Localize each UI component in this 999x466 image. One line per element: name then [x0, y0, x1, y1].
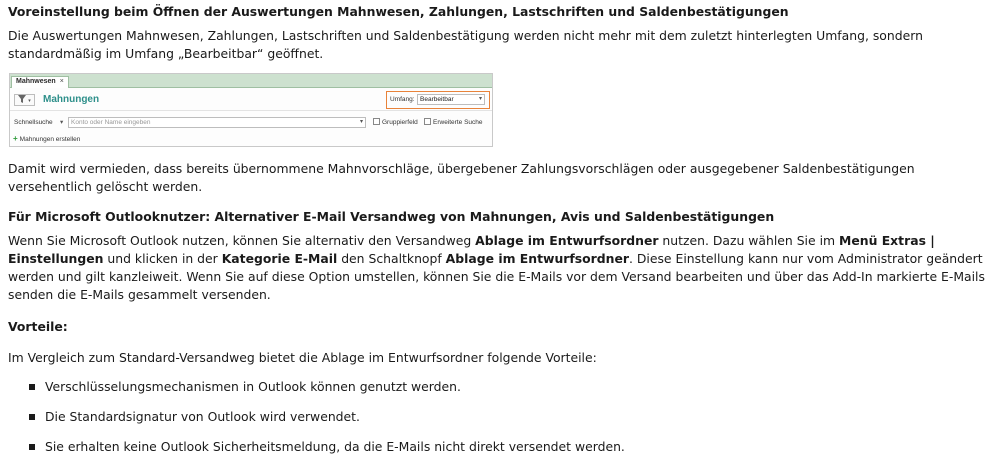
screenshot-tab-label: Mahnwesen: [16, 78, 56, 85]
search-label: Schnellsuche: [14, 119, 53, 126]
vorteile-intro: Im Vergleich zum Standard-Versandweg bietet die Ablage im Entwurfsordner folgende Vorteile:: [8, 350, 597, 365]
text-bold: Menü Extras |: [839, 233, 935, 248]
paragraph-line: senden die E-Mails gesammelt versenden.: [8, 287, 271, 302]
paragraph-line: versehentlich gelöscht werden.: [8, 179, 203, 194]
plus-icon: +: [13, 134, 18, 143]
paragraph-line: Damit wird vermieden, dass bereits übernommene Mahnvorschläge, übergebener Zahlungsvorschlägen oder ausgegebener Saldenbestätigungen: [8, 161, 915, 176]
bullet-icon: [29, 444, 35, 450]
funnel-icon[interactable]: [14, 94, 35, 106]
list-item: Sie erhalten keine Outlook Sicherheitsmeldung, da die E-Mails nicht direkt versendet werden.: [45, 439, 625, 454]
text-bold: Kategorie E-Mail: [221, 251, 338, 266]
checkbox-label: Gruppierfeld: [382, 119, 418, 126]
chevron-down-icon: ▾: [28, 98, 31, 104]
heading-outlook: Für Microsoft Outlooknutzer: Alternativer E-Mail Versandweg von Mahnungen, Avis und Saldenbestätigungen: [8, 209, 775, 224]
paragraph-line: standardmäßig im Umfang „Bearbeitbar“ geöffnet.: [8, 46, 324, 61]
text-run: nutzen. Dazu wählen Sie im: [658, 233, 840, 248]
paragraph-line: Die Auswertungen Mahnwesen, Zahlungen, Lastschriften und Saldenbestätigung werden nicht mehr mit dem zuletzt hinterlegten Umfang, sondern: [8, 28, 923, 43]
chevron-down-icon: ▾: [478, 96, 482, 102]
checkbox-erweiterte-suche[interactable]: [424, 118, 483, 127]
text-run: . Diese Einstellung kann nur vom Administrator geändert: [628, 251, 983, 266]
embedded-screenshot: [9, 73, 493, 147]
screenshot-title: Mahnungen: [43, 94, 100, 105]
text-bold: Ablage im Entwurfsordner: [475, 233, 659, 248]
checkbox-label: Erweiterte Suche: [433, 119, 483, 126]
screenshot-header: [10, 89, 492, 111]
text-bold: Einstellungen: [8, 251, 104, 266]
screenshot-tab-mahnwesen[interactable]: [11, 76, 69, 88]
bullet-icon: [29, 384, 35, 390]
bullet-icon: [29, 414, 35, 420]
umfang-highlight: [386, 91, 490, 109]
heading-voreinstellung: Voreinstellung beim Öffnen der Auswertungen Mahnwesen, Zahlungen, Lastschriften und Saldenbestätigungen: [8, 4, 789, 19]
chevron-down-icon: ▾: [359, 119, 363, 125]
screenshot-search-row: [10, 116, 492, 130]
list-item: Verschlüsselungsmechanismen in Outlook können genutzt werden.: [45, 379, 461, 394]
close-icon[interactable]: ×: [59, 78, 64, 85]
text-run: Wenn Sie Microsoft Outlook nutzen, können Sie alternativ den Versandweg: [8, 233, 476, 248]
search-placeholder: Konto oder Name eingeben: [71, 119, 151, 126]
paragraph-line: [8, 232, 935, 251]
checkbox-box: [424, 118, 431, 125]
chevron-down-icon[interactable]: ▾: [60, 119, 64, 126]
umfang-label: Umfang:: [390, 96, 415, 103]
heading-vorteile: Vorteile:: [8, 319, 68, 334]
umfang-select[interactable]: [417, 94, 485, 105]
text-run: den Schaltknopf: [337, 251, 446, 266]
screenshot-tab-bar: [10, 74, 492, 88]
mahnungen-erstellen-button[interactable]: [13, 134, 80, 144]
umfang-value: Bearbeitbar: [420, 96, 454, 103]
search-input[interactable]: [68, 117, 366, 128]
button-label: Mahnungen erstellen: [19, 136, 81, 143]
text-bold: Ablage im Entwurfsordner: [445, 251, 629, 266]
checkbox-box: [373, 118, 380, 125]
paragraph-line: werden und gilt kanzleiweit. Wenn Sie auf diese Option umstellen, können Sie die E-Mails vor dem Versand bearbeiten und über das Add-In markierte E-Mails: [8, 269, 985, 284]
paragraph-line: [8, 250, 983, 269]
text-run: und klicken in der: [103, 251, 222, 266]
checkbox-gruppierfeld[interactable]: [373, 118, 418, 127]
funnel-icon-glyph: [18, 95, 26, 103]
list-item: Die Standardsignatur von Outlook wird verwendet.: [45, 409, 360, 424]
